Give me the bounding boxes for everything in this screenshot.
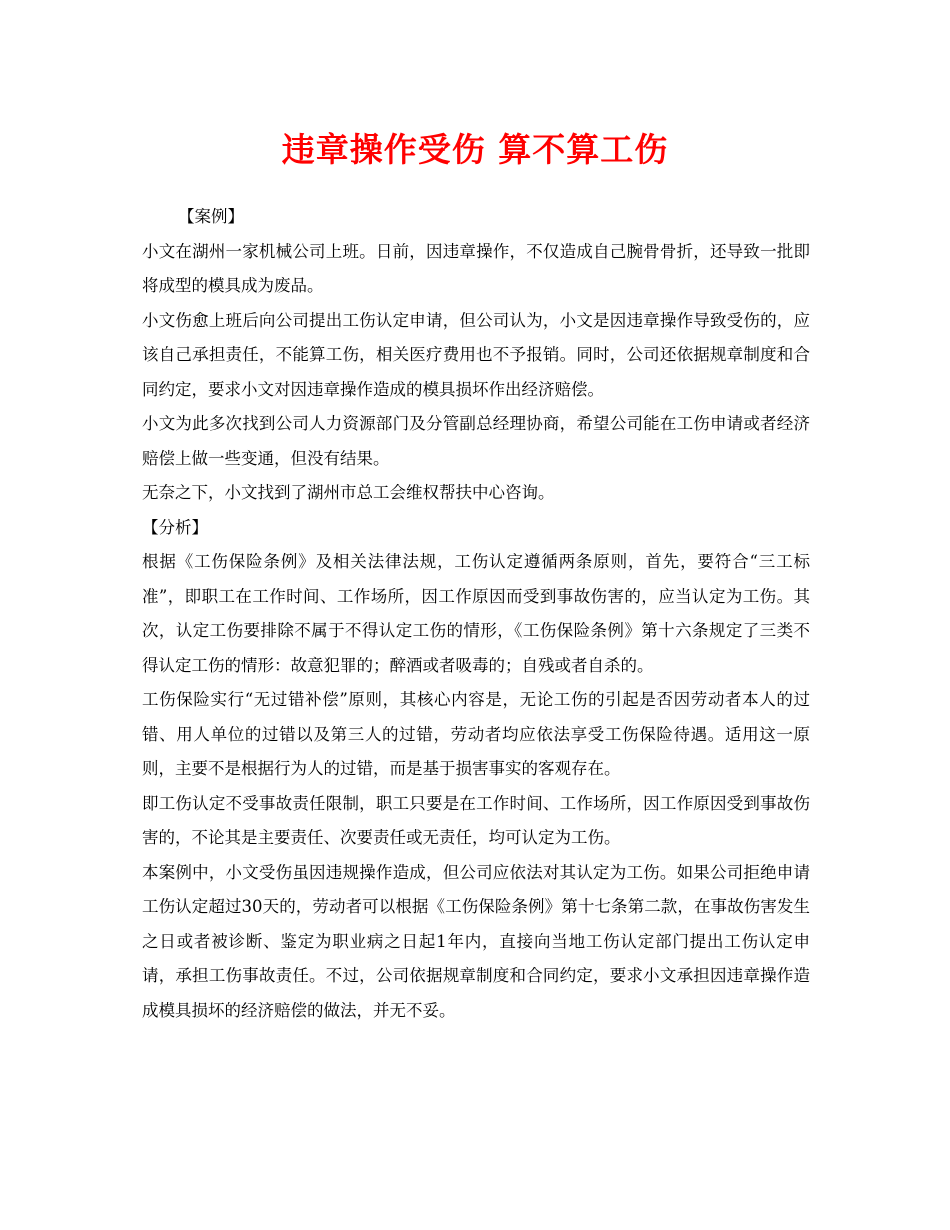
- document-body: [142, 200, 810, 1028]
- paragraph: 小文为此多次找到公司人力资源部门及分管副总经理协商，希望公司能在工伤申请或者经济赔偿上做一些变通，但没有结果。: [142, 414, 810, 468]
- section-heading-analysis: 【分析】: [142, 517, 208, 537]
- paragraph: 本案例中，小文受伤虽因违规操作造成，但公司应依法对其认定为工伤。如果公司拒绝申请工伤认定超过30天的，劳动者可以根据《工伤保险条例》第十七条第二款，在事故伤害发生之日或者被诊断、鉴定为职业病之日起1年内，直接向当地工伤认定部门提出工伤认定申请，承担工伤事故责任。不过，公司依据规章制度和合同约定，要求小文承担因违章操作造成模具损坏的经济赔偿的做法，并无不妥。: [142, 862, 810, 1020]
- section-heading-case: 【案例】: [178, 207, 244, 226]
- document-title: 违章操作受伤 算不算工伤: [281, 130, 669, 169]
- paragraph: 工伤保险实行“无过错补偿”原则，其核心内容是，无论工伤的引起是否因劳动者本人的过错、用人单位的过错以及第三人的过错，劳动者均应依法享受工伤保险待遇。适用这一原则，主要不是根据行为人的过错，而是基于损害事实的客观存在。: [142, 690, 810, 778]
- paragraph: 根据《工伤保险条例》及相关法律法规，工伤认定遵循两条原则，首先，要符合“三工标准”，即职工在工作时间、工作场所，因工作原因而受到事故伤害的，应当认定为工伤。其次，认定工伤要排除不属于不得认定工伤的情形，《工伤保险条例》第十六条规定了三类不得认定工伤的情形：故意犯罪的；醉酒或者吸毒的；自残或者自杀的。: [142, 552, 810, 675]
- paragraph: 无奈之下，小文找到了湖州市总工会维权帮扶中心咨询。: [142, 483, 555, 502]
- paragraph: 即工伤认定不受事故责任限制，职工只要是在工作时间、工作场所，因工作原因受到事故伤害的，不论其是主要责任、次要责任或无责任，均可认定为工伤。: [142, 793, 810, 847]
- paragraph: 小文在湖州一家机械公司上班。日前，因违章操作，不仅造成自己腕骨骨折，还导致一批即将成型的模具成为废品。: [142, 241, 810, 295]
- paragraph: 小文伤愈上班后向公司提出工伤认定申请，但公司认为，小文是因违章操作导致受伤的，应该自己承担责任，不能算工伤，相关医疗费用也不予报销。同时，公司还依据规章制度和合同约定，要求小文对因违章操作造成的模具损坏作出经济赔偿。: [142, 310, 810, 399]
